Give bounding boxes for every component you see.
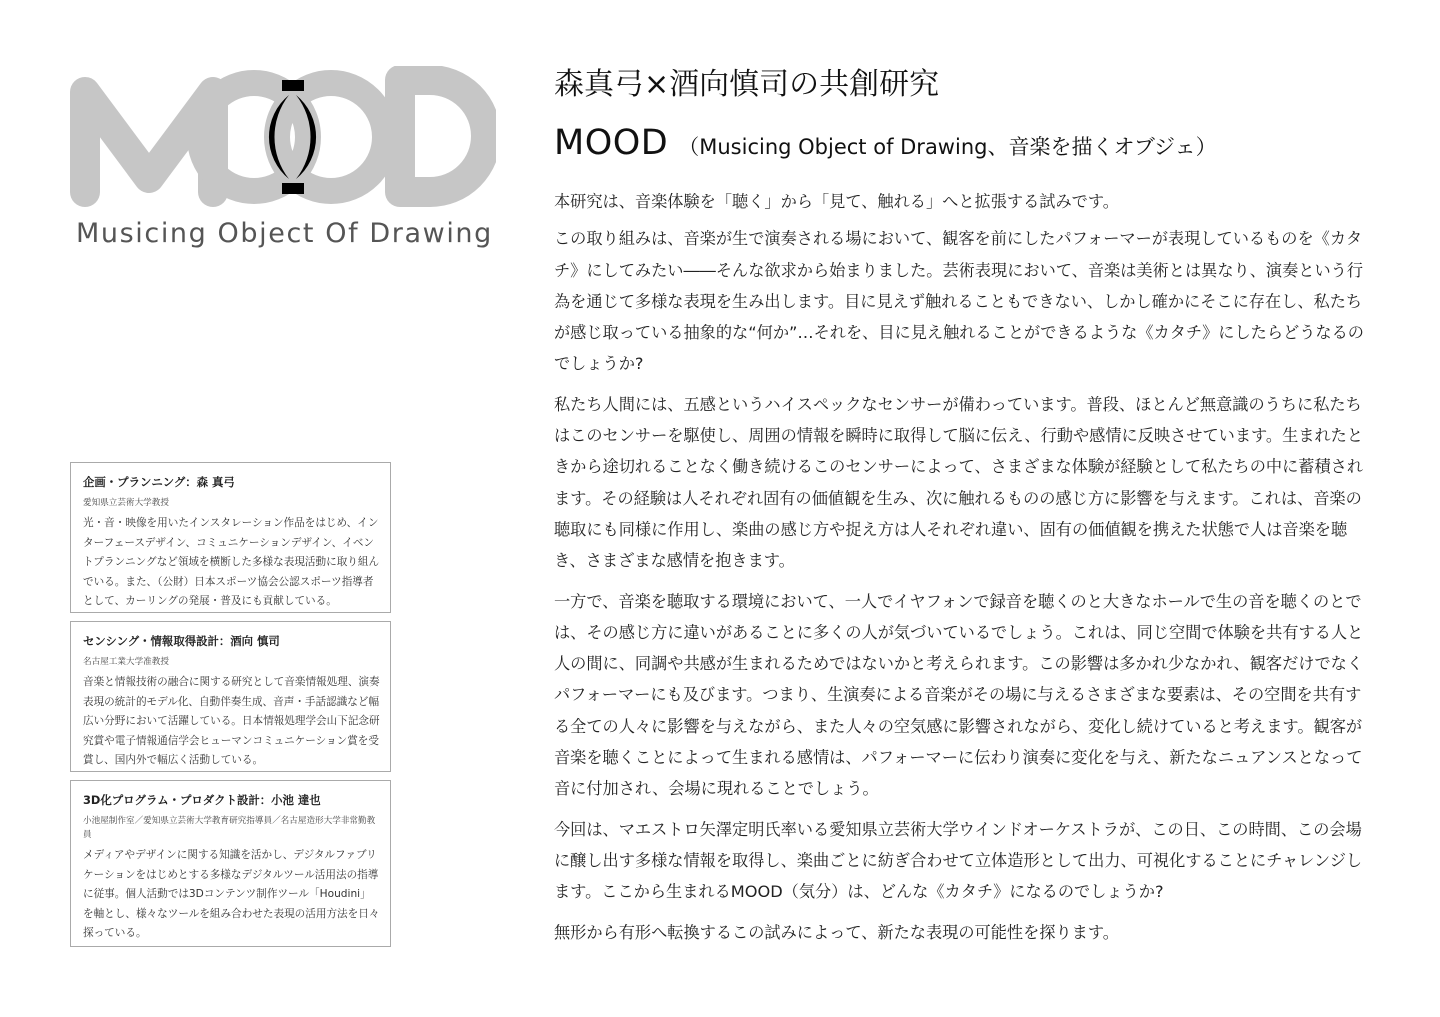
credit-affiliation: 小池屋制作室／愛知県立芸術大学教育研究指導員／名古屋造形大学非常勤教員 xyxy=(83,816,376,840)
credit-role-name: 企画・プランニング：森 真弓 xyxy=(83,475,235,489)
credit-box-sensing xyxy=(70,621,391,772)
credit-affiliation: 愛知県立芸術大学教授 xyxy=(83,498,169,508)
main-content xyxy=(554,62,1374,957)
body-text xyxy=(554,186,1374,948)
paragraph-intro: 本研究は、音楽体験を「聴く」から「見て、触れる」へと拡張する試みです。 xyxy=(554,192,1119,211)
credit-role-name: センシング・情報取得設計：酒向 慎司 xyxy=(83,634,280,648)
credit-box-3d xyxy=(70,780,391,947)
paragraph-senses: 私たち人間には、五感というハイスペックなセンサーが備わっています。普段、ほとんど無意識のうちに私たちはこのセンサーを駆使し、周囲の情報を瞬時に取得して脳に伝え、行動や感情に反映させています。生まれたときから途切れることなく働き続けるこのセンサーによって、さまざまな体験が経験として私たちの中に蓄積されます。その経験は人それぞれ固有の価値観を生み、次に触れるものの感じ方に影響を与えます。これは、音楽の聴取にも同様に作用し、楽曲の感じ方や捉え方は人それぞれ違い、固有の価値観を携えた状態で人は音楽を聴き、さまざまな感情を抱きます。 xyxy=(554,394,1364,571)
paragraph-challenge: 今回は、マエストロ矢澤定明氏率いる愛知県立芸術大学ウインドオーケストラが、この日、この時間、この会場に醸し出す多様な情報を取得し、楽曲ごとに紡ぎ合わせて立体造形として出力、可視化することにチャレンジします。ここから生まれるMOOD（気分）は、どんな《カタチ》になるのでしょうか? xyxy=(554,819,1363,902)
logo-subtitle: Musicing Object Of Drawing xyxy=(76,218,493,249)
paragraph-conclusion: 無形から有形へ転換するこの試みによって、新たな表現の可能性を探ります。 xyxy=(554,922,1119,942)
paragraph-motivation: この取り組みは、音楽が生で演奏される場において、観客を前にしたパフォーマーが表現しているものを《カタチ》にしてみたい――そんな欲求から始まりました。芸術表現において、音楽は美術とは異なり、演奏という行為を通じて多様な表現を生み出します。目に見えず触れることもできない、しかし確かにそこに存在し、私たちが感じ取っている抽象的な“何か”…それを、目に見え触れることができるような《カタチ》にしたらどうなるのでしょうか? xyxy=(554,229,1364,374)
project-acronym: MOOD xyxy=(554,123,669,163)
credit-description: メディアやデザインに関する知識を活かし、デジタルファブリケーションをはじめとする多様なデジタルツール活用法の指導に従事。個人活動では3Dコンテンツ制作ツール「Houdini」を軸とし、様々なツールを組み合わせた表現の活用方法を日々探っている。 xyxy=(83,849,380,939)
paragraph-environment: 一方で、音楽を聴取する環境において、一人でイヤフォンで録音を聴くのと大きなホールで生の音を聴くのとでは、その感じ方に違いがあることに多くの人が気づいているでしょう。これは、同じ空間で体験を共有する人と人の間に、同調や共感が生まれるためではないかと考えられます。この影響は多かれ少なかれ、観客だけでなくパフォーマーにも及びます。つまり、生演奏による音楽がその場に与えるさまざまな要素は、その空間を共有する全ての人々に影響を与えながら、また人々の空気感に影響されながら、変化し続けていると考えます。観客が音楽を聴くことによって生まれる感情は、パフォーマーに伝わり演奏に変化を与え、新たなニュアンスとなって音に付加され、会場に現れることでしょう。 xyxy=(554,591,1364,799)
project-title xyxy=(554,116,1374,174)
logo-letter-o2 xyxy=(277,83,385,191)
page-title: 森真弓×酒向慎司の共創研究 xyxy=(554,67,940,102)
credit-affiliation: 名古屋工業大学准教授 xyxy=(83,657,169,667)
credit-description: 音楽と情報技術の融合に関する研究として音楽情報処理、演奏表現の統計的モデル化、自動伴奏生成、音声・手話認識など幅広い分野において活躍している。日本情報処理学会山下記念研究賞や電子情報通信学会ヒューマンコミュニケーション賞を受賞し、国内外で幅広く活動している。 xyxy=(83,676,380,766)
project-expansion: （Musicing Object of Drawing、音楽を描くオブジェ） xyxy=(678,135,1217,159)
credit-role-name: 3D化プログラム・プロダクト設計：小池 達也 xyxy=(83,793,321,807)
credit-description: 光・音・映像を用いたインスタレーション作品をはじめ、インターフェースデザイン、コミュニケーションデザイン、イベントプランニングなど領域を横断した多様な表現活動に取り組んでいる。また、（公財）日本スポーツ協会公認スポーツ指導者として、カーリングの発展・普及にも貢献している。 xyxy=(83,517,380,607)
logo-letter-d xyxy=(400,80,486,192)
credit-box-planning xyxy=(70,462,391,613)
